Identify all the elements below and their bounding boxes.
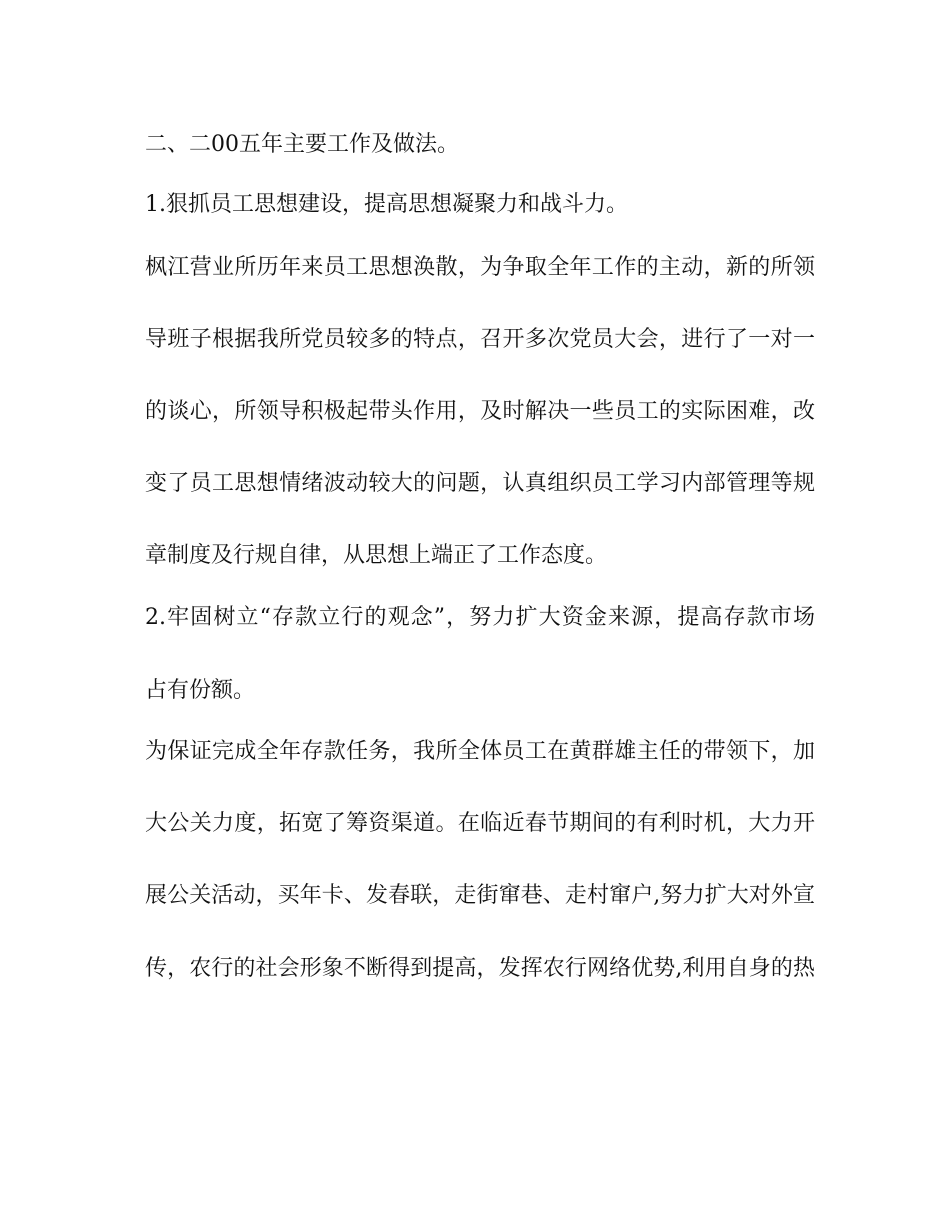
paragraph-1-line-3: 的谈心，所领导积极起带头作用，及时解决一些员工的实际困难，改 bbox=[145, 399, 815, 424]
paragraph-1-line-4: 变了员工思想情绪波动较大的问题，认真组织员工学习内部管理等规 bbox=[145, 471, 815, 496]
paragraph-1-line-1: 枫江营业所历年来员工思想涣散，为争取全年工作的主动，新的所领 bbox=[145, 255, 815, 280]
paragraph-2-line-1: 为保证完成全年存款任务，我所全体员工在黄群雄主任的带领下，加 bbox=[145, 739, 815, 764]
subheading-2-line-2: 占有份额。 bbox=[145, 678, 256, 703]
paragraph-1-line-2: 导班子根据我所党员较多的特点，召开多次党员大会，进行了一对一 bbox=[145, 327, 815, 352]
section-heading: 二、二00五年主要工作及做法。 bbox=[145, 132, 459, 157]
paragraph-2-line-4: 传，农行的社会形象不断得到提高，发挥农行网络优势,利用自身的热 bbox=[145, 956, 815, 981]
subheading-2-line-1: 2.牢固树立“存款立行的观念”，努力扩大资金来源，提高存款市场 bbox=[145, 605, 815, 630]
paragraph-2-line-3: 展公关活动，买年卡、发春联，走街窜巷、走村窜户,努力扩大对外宣 bbox=[145, 883, 815, 908]
subheading-1: 1.狠抓员工思想建设，提高思想凝聚力和战斗力。 bbox=[145, 192, 628, 217]
paragraph-1-line-5: 章制度及行规自律，从思想上端正了工作态度。 bbox=[145, 543, 608, 568]
paragraph-2-line-2: 大公关力度，拓宽了筹资渠道。在临近春节期间的有利时机，大力开 bbox=[145, 811, 815, 836]
